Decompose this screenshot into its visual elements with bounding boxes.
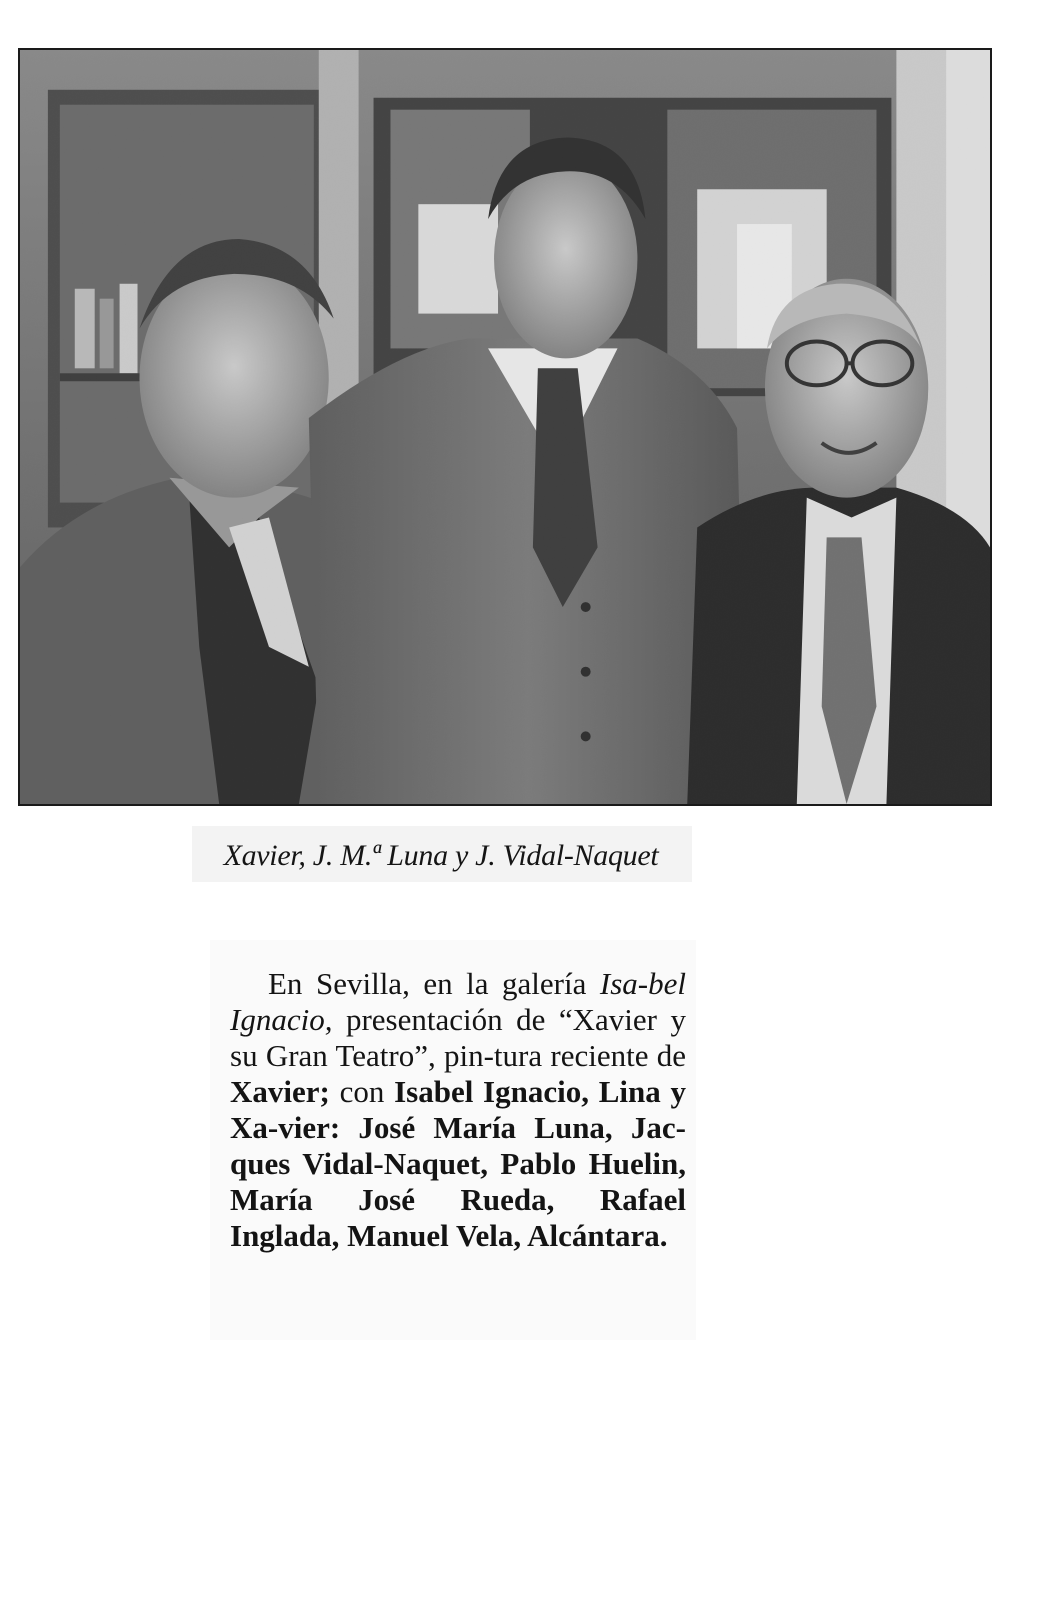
article-text bbox=[230, 966, 686, 1254]
press-photo bbox=[18, 48, 992, 806]
attendees-list: Isabel Ignacio, Lina y Xa-vier: José María Luna, Jac-ques Vidal-Naquet, Pablo Huelin, María José Rueda, Rafael Inglada, Manuel Vela, Alcántara. bbox=[230, 1074, 686, 1253]
photo-caption: Xavier, J. M.ª Luna y J. Vidal-Naquet bbox=[223, 839, 659, 872]
gallery-name: Isa-bel Ignacio, bbox=[230, 966, 686, 1037]
photograph-icon bbox=[20, 50, 990, 804]
article-lead: En Sevilla, en la galería bbox=[268, 966, 600, 1001]
article-with: con bbox=[329, 1074, 395, 1109]
artist-name: Xavier; bbox=[230, 1074, 330, 1109]
article-middle: presentación de “Xavier y su Gran Teatro”, pin-tura reciente de bbox=[230, 1002, 686, 1073]
